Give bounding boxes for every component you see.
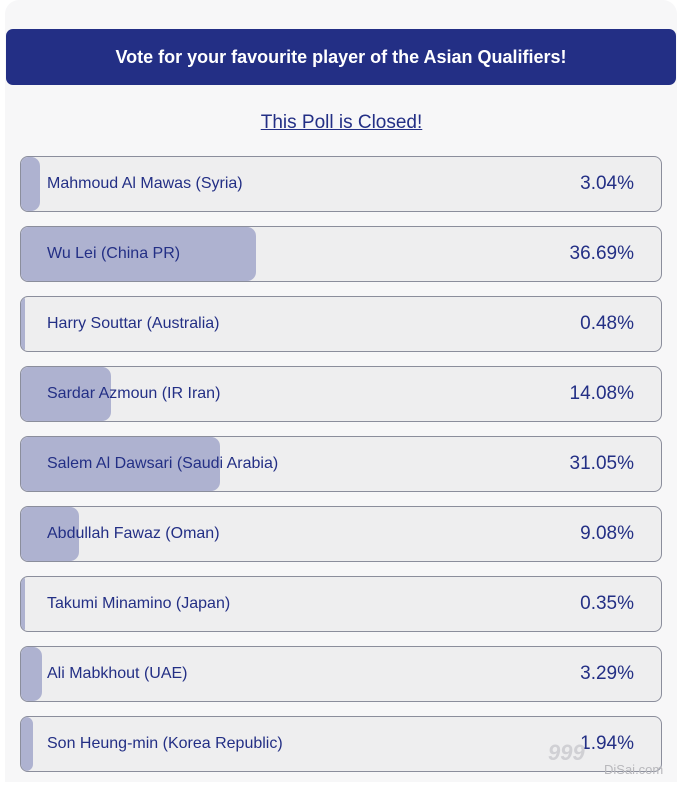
option-label: Son Heung-min (Korea Republic) [47,735,283,752]
poll-status[interactable]: This Poll is Closed! [260,112,423,133]
option-percent: 0.35% [580,593,634,614]
result-bar [21,577,25,631]
result-bar [21,647,42,701]
result-bar [21,297,25,351]
option-percent: 1.94% [580,733,634,754]
poll-option[interactable] [20,156,662,212]
option-percent: 31.05% [569,453,634,474]
result-bar [21,157,40,211]
poll-option[interactable] [20,296,662,352]
poll-option[interactable] [20,506,662,562]
option-label: Wu Lei (China PR) [47,245,181,262]
option-label: Takumi Minamino (Japan) [47,595,231,612]
option-label: Mahmoud Al Mawas (Syria) [47,175,243,192]
option-label: Sardar Azmoun (IR Iran) [47,385,221,402]
option-percent: 3.04% [580,173,634,194]
option-label: Abdullah Fawaz (Oman) [47,525,220,542]
option-label: Ali Mabkhout (UAE) [47,665,188,682]
site-watermark [540,738,683,782]
option-label: Harry Souttar (Australia) [47,315,220,332]
poll-header [6,29,676,85]
watermark-site: DiSai.com [604,762,664,777]
watermark-logo: 999 [548,740,585,765]
option-label: Salem Al Dawsari (Saudi Arabia) [47,455,279,472]
option-percent: 9.08% [580,523,634,544]
option-percent: 36.69% [569,243,634,264]
poll-option[interactable] [20,576,662,632]
poll-option[interactable] [20,646,662,702]
poll-option[interactable] [20,436,662,492]
option-percent: 3.29% [580,663,634,684]
poll-title: Vote for your favourite player of the Asian Qualifiers! [115,46,567,67]
poll-options [20,156,662,786]
option-percent: 0.48% [580,313,634,334]
poll-option[interactable] [20,366,662,422]
result-bar [21,717,33,771]
poll-option[interactable] [20,226,662,282]
option-percent: 14.08% [569,383,634,404]
